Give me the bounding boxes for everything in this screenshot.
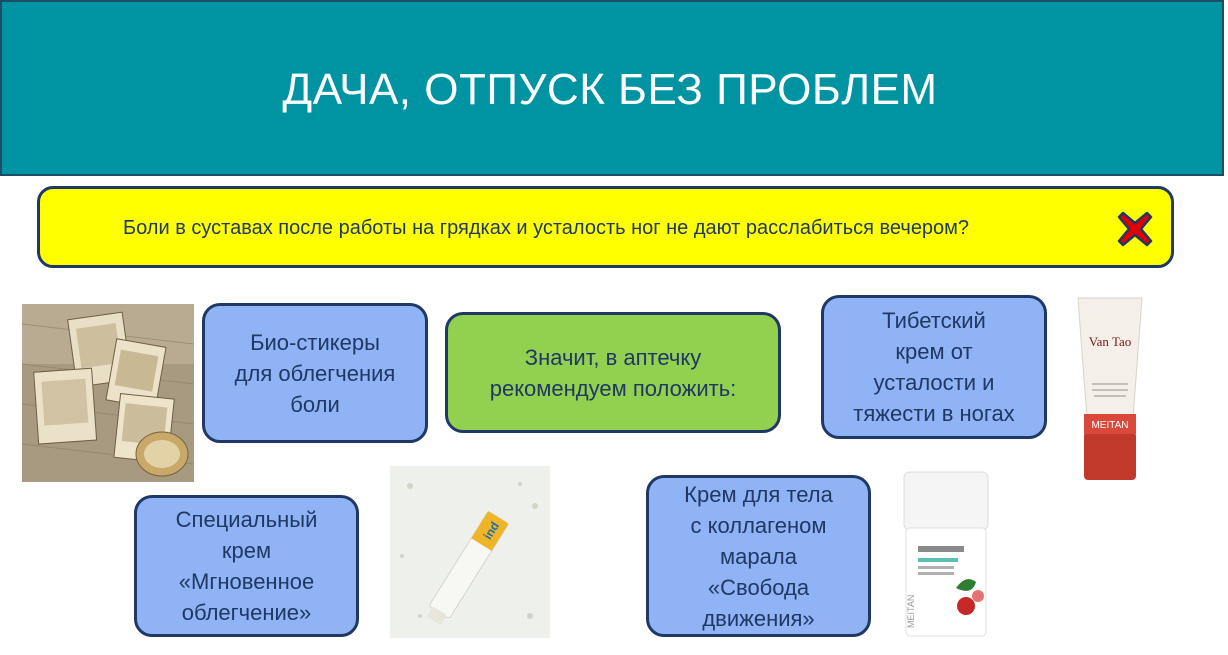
recommendation-line-1: Значит, в аптечку [524, 344, 702, 370]
collagen-cream-line-4: «Свобода [707, 574, 810, 600]
bio-stickers-line-1: Био-стикеры [250, 329, 380, 355]
instant-relief-line-3: «Мгновенное [178, 569, 315, 594]
collagen-cream-line-2: с коллагеном [690, 512, 827, 538]
header-banner [0, 0, 1224, 176]
collagen-cream-box [646, 475, 871, 637]
jar-brand: MEITAN [906, 594, 916, 628]
bio-stickers-box [202, 303, 428, 443]
recommendation-box [445, 312, 781, 433]
collagen-cream-line-5: движения» [702, 605, 815, 631]
relief-tube-label: ind [480, 519, 503, 543]
question-banner [37, 186, 1174, 268]
collagen-cream-line-1: Крем для тела [684, 481, 833, 507]
red-cross-icon [1117, 211, 1153, 247]
page-title: ДАЧА, ОТПУСК БЕЗ ПРОБЛЕМ [282, 65, 938, 114]
tibetan-tube-brand: MEITAN [1091, 420, 1129, 431]
recommendation-line-2: рекомендуем положить: [489, 375, 737, 401]
instant-relief-line-2: крем [221, 538, 272, 563]
bio-stickers-photo [22, 304, 194, 482]
question-text: Боли в суставах после работы на грядках и усталость ног не дают расслабиться вечером? [123, 217, 970, 239]
instant-relief-box [134, 495, 359, 637]
tibetan-cream-tube-photo [1070, 294, 1150, 484]
collagen-cream-jar-photo [896, 468, 996, 640]
instant-relief-line-4: облегчение» [181, 600, 312, 625]
tibetan-cream-line-3: усталости и [873, 370, 995, 395]
bio-stickers-line-3: боли [290, 391, 340, 417]
tibetan-cream-box [821, 295, 1047, 439]
bio-stickers-line-2: для облегчения [234, 360, 396, 386]
tibetan-cream-line-2: крем от [895, 339, 973, 364]
instant-relief-line-1: Специальный [175, 507, 318, 532]
tibetan-cream-line-4: тяжести в ногах [853, 401, 1015, 426]
tibetan-cream-line-1: Тибетский [882, 308, 986, 333]
collagen-cream-line-3: марала [720, 543, 797, 569]
tibetan-tube-label: Van Tao [1088, 334, 1132, 349]
relief-cream-tube-photo [390, 466, 550, 638]
